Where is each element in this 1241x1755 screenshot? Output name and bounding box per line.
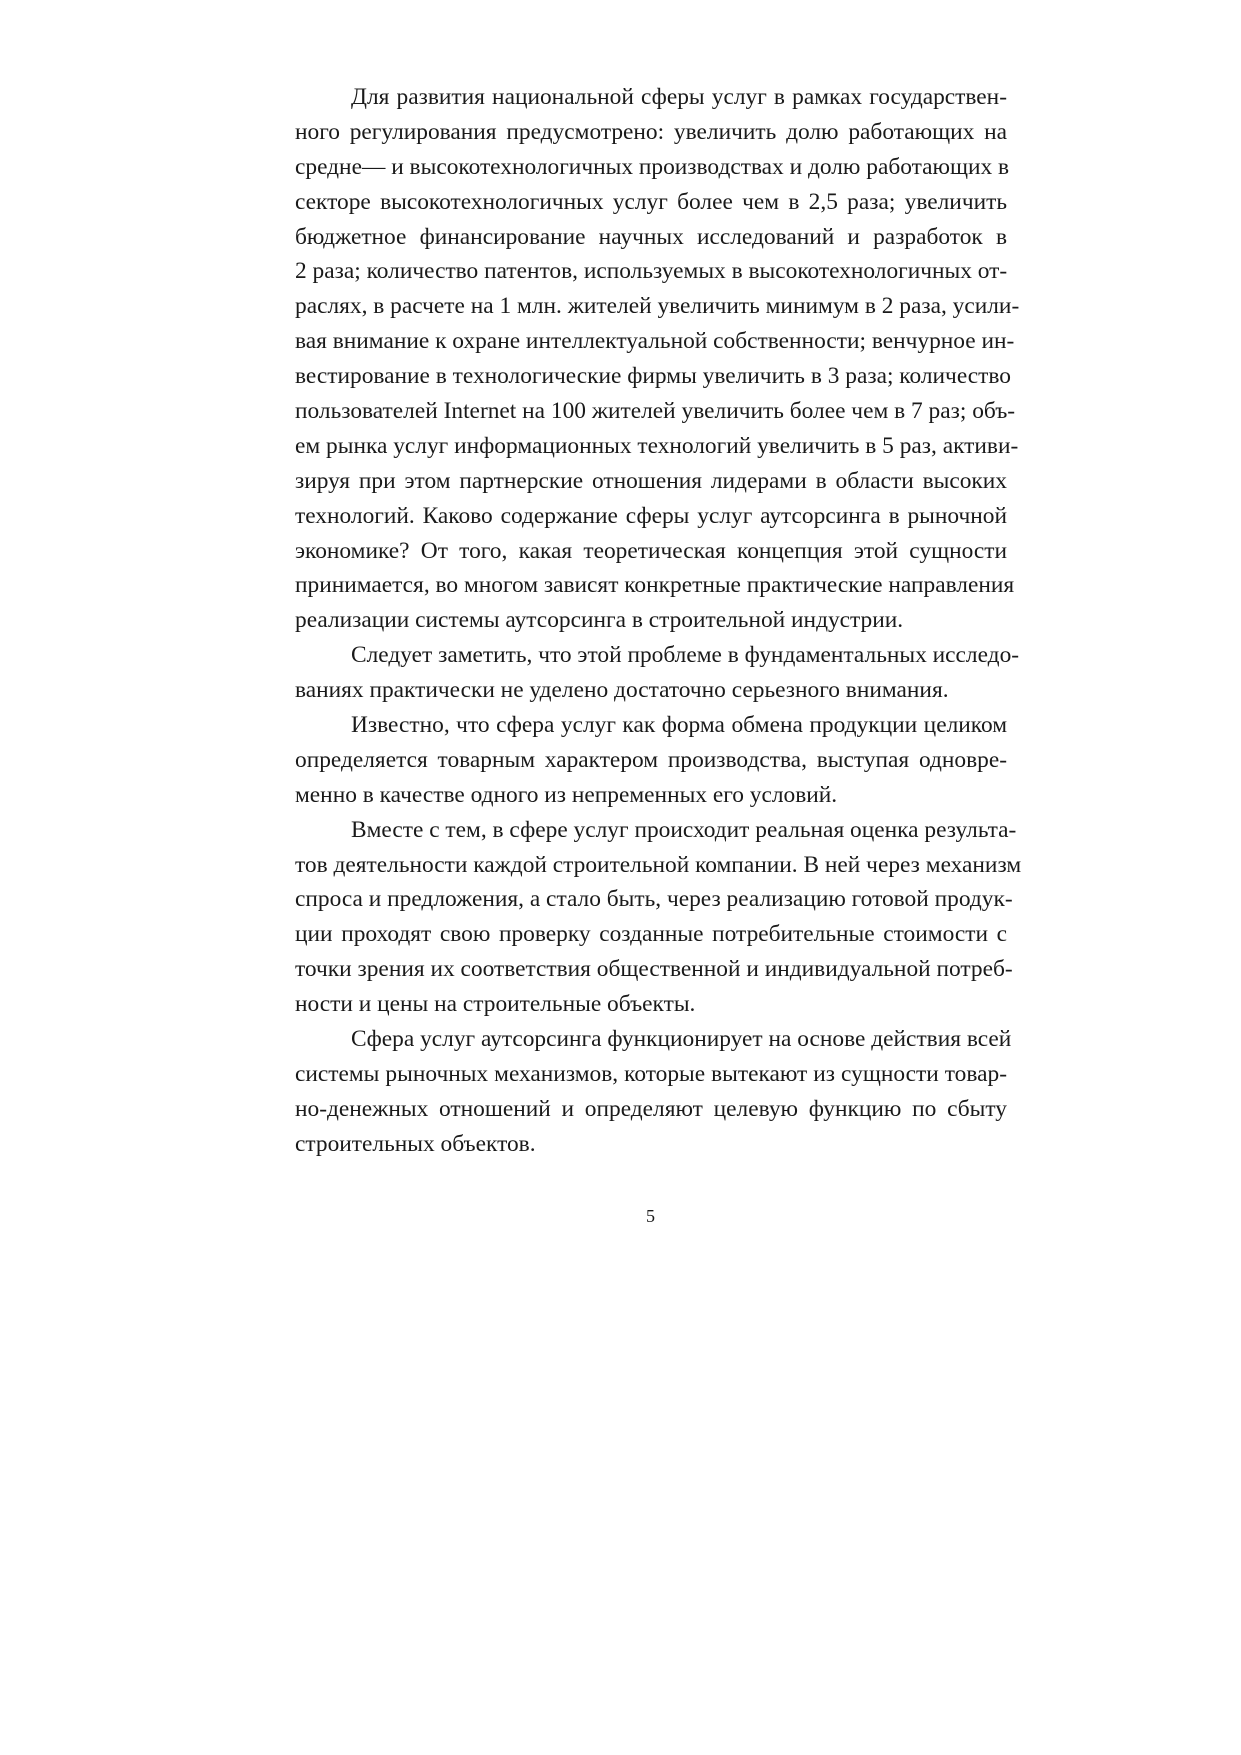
text-line: менно в качестве одного из непременных его условий. (295, 781, 838, 808)
text-line: спроса и предложения, а стало быть, через реализацию готовой продук- (295, 886, 1013, 913)
text-line: реализации системы аутсорсинга в строительной индустрии. (295, 607, 904, 634)
text-line: ваниях практически не уделено достаточно серьезного внимания. (295, 677, 949, 704)
body-text (295, 80, 1022, 1162)
text-line: определяется товарным характером производства, выступая одновре- (295, 746, 1007, 773)
text-line: принимается, во многом зависят конкретные практические направления (295, 572, 1015, 599)
paragraph (295, 80, 1020, 638)
text-line: ности и цены на строительные объекты. (295, 991, 696, 1018)
text-line: тов деятельности каждой строительной компании. В ней через механизм (295, 851, 1022, 878)
text-line: бюджетное финансирование научных исследований и разработок в (295, 223, 1007, 250)
paragraph (295, 708, 1007, 813)
paragraph (295, 813, 1022, 1022)
text-line: но-денежных отношений и определяют целевую функцию по сбыту (295, 1095, 1007, 1122)
text-line: средне— и высокотехнологичных производствах и долю работающих в (295, 153, 1010, 180)
text-line: зируя при этом партнерские отношения лидерами в области высоких (295, 467, 1007, 494)
text-line: раслях, в расчете на 1 млн. жителей увеличить минимум в 2 раза, усили- (295, 293, 1020, 320)
text-line: Следует заметить, что этой проблеме в фундаментальных исследо- (351, 642, 1020, 669)
text-line: Известно, что сфера услуг как форма обмена продукции целиком (351, 712, 1007, 739)
text-line: 2 раза; количество патентов, используемых в высокотехнологичных от- (295, 258, 1008, 285)
text-line: пользователей Internet на 100 жителей увеличить более чем в 7 раз; объ- (295, 398, 1016, 425)
text-line: ного регулирования предусмотрено: увеличить долю работающих на (295, 118, 1007, 145)
text-line: точки зрения их соответствия общественной и индивидуальной потреб- (295, 956, 1013, 983)
text-line: вая внимание к охране интеллектуальной собственности; венчурное ин- (295, 328, 1015, 355)
paragraph (295, 1022, 1012, 1162)
paragraph (295, 638, 1020, 708)
text-line: Для развития национальной сферы услуг в рамках государствен- (351, 84, 1007, 110)
text-line: ции проходят свою проверку созданные потребительные стоимости с (295, 921, 1007, 948)
text-line: экономике? От того, какая теоретическая концепция этой сущности (295, 537, 1007, 564)
text-line: секторе высокотехнологичных услуг более чем в 2,5 раза; увеличить (295, 188, 1007, 215)
text-line: технологий. Каково содержание сферы услуг аутсорсинга в рыночной (295, 502, 1007, 529)
text-line: Сфера услуг аутсорсинга функционирует на основе действия всей (351, 1026, 1012, 1053)
page-number: 5 (646, 1206, 655, 1226)
text-line: вестирование в технологические фирмы увеличить в 3 раза; количество (295, 363, 1011, 390)
text-line: ем рынка услуг информационных технологий увеличить в 5 раз, активи- (295, 432, 1019, 459)
text-line: системы рыночных механизмов, которые вытекают из сущности товар- (295, 1060, 1007, 1087)
text-line: строительных объектов. (295, 1130, 536, 1157)
text-line: Вместе с тем, в сфере услуг происходит реальная оценка результа- (351, 816, 1017, 843)
